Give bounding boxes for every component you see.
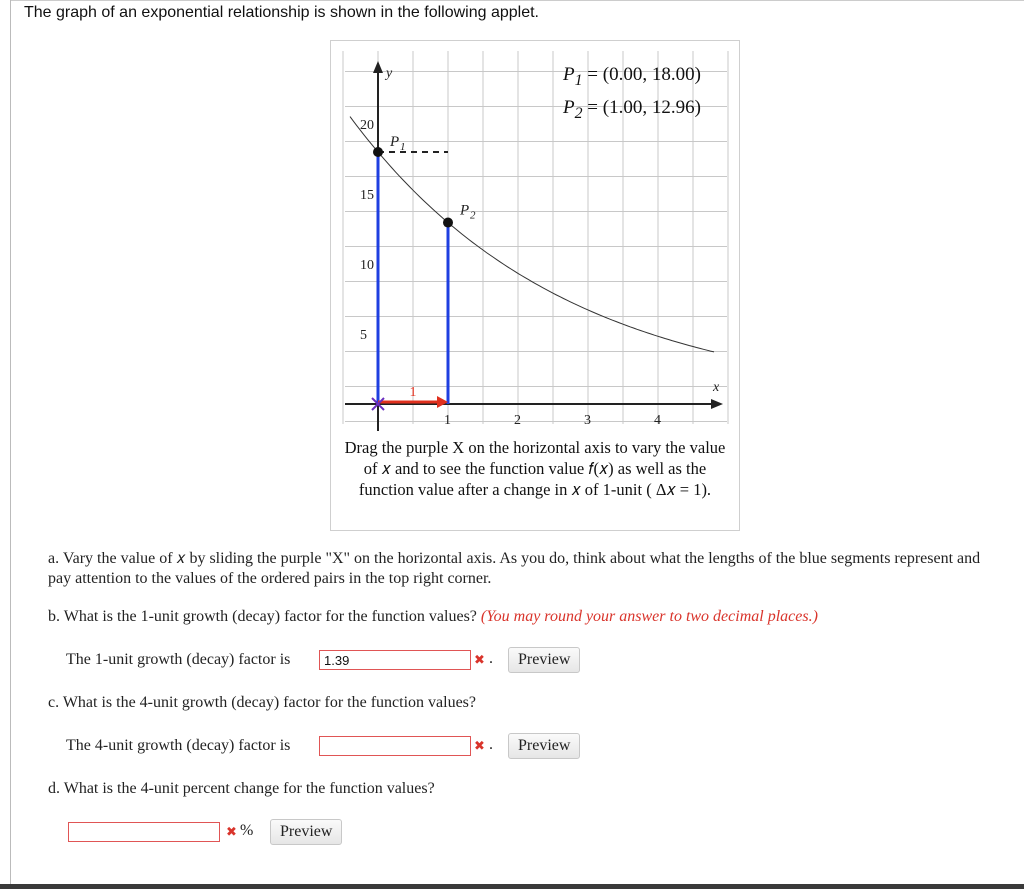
intro-text: The graph of an exponential relationship is shown in the following applet. (24, 4, 539, 21)
delta-x-label: 1 (409, 385, 417, 400)
ordered-pairs (563, 61, 701, 127)
preview-button-b[interactable]: Preview (508, 647, 580, 673)
p2-label-sub: 2 (470, 209, 476, 222)
p1-coordinates: $P_1 = (0.00$, 18.00) (563, 64, 701, 89)
exponential-applet[interactable] (330, 40, 740, 531)
incorrect-icon: ✖ (474, 653, 485, 668)
answer-c-input[interactable] (319, 736, 471, 756)
y-tick-label: 15 (360, 188, 374, 203)
y-axis-label: y (386, 66, 393, 81)
answer-c-label: The 4-unit growth (decay) factor is (66, 737, 291, 754)
y-axis-arrow (373, 61, 383, 73)
answer-b-label: The 1-unit growth (decay) factor is (66, 651, 291, 668)
x-axis-arrow (711, 399, 723, 409)
p1-label: P (390, 134, 400, 150)
delta-x-arrowhead (437, 396, 448, 408)
percent-sign: % (240, 822, 254, 839)
bottom-border (0, 884, 1024, 889)
p2-label: P (460, 202, 470, 219)
preview-button-d[interactable]: Preview (270, 819, 342, 845)
question-d: d. What is the 4-unit percent change for the function values? (48, 780, 435, 797)
point-p2 (443, 218, 453, 228)
y-tick-label: 5 (360, 328, 367, 343)
p1-label-sub: 1 (400, 141, 406, 153)
y-tick-label: 10 (360, 258, 374, 273)
question-b: b. What is the 1-unit growth (decay) factor for the function values? (You may round your answer to two decimal places.) (48, 608, 818, 625)
incorrect-icon: ✖ (226, 825, 237, 840)
preview-button-c[interactable]: Preview (508, 733, 580, 759)
p2-coordinates: $P_2 = (1.00$, 12.96) (563, 96, 701, 122)
period: . (489, 650, 493, 667)
x-tick-label: 2 (514, 413, 521, 428)
answer-d-input[interactable] (68, 822, 220, 842)
x-tick-label: 1 (444, 413, 451, 428)
x-tick-label: 3 (584, 413, 591, 428)
answer-b-input[interactable]: 1.39 (319, 650, 471, 670)
question-c: c. What is the 4-unit growth (decay) factor for the function values? (48, 694, 476, 711)
x-tick-label: 4 (654, 413, 661, 428)
point-p1 (373, 147, 383, 157)
incorrect-icon: ✖ (474, 739, 485, 754)
top-border (10, 0, 1024, 1)
applet-caption: Drag the purple X on the horizontal axis to vary the value of 𝑥 and to see the function value 𝑓(𝑥) as well as the function value after a change in 𝑥 of 1-unit ( Δ𝑥 = 1). (344, 438, 726, 499)
x-axis-label: x (713, 380, 720, 395)
question-a: a. Vary the value of 𝑥 by sliding the purple "X" on the horizontal axis. As you do, think about what the lengths of the blue segments represent and pay attention to the values of the ordered pairs in the top right corner. (48, 550, 981, 587)
y-tick-label: 20 (360, 118, 374, 133)
rounding-hint: (You may round your answer to two decimal places.) (480, 608, 818, 625)
left-border (10, 0, 11, 885)
period: . (489, 736, 493, 753)
